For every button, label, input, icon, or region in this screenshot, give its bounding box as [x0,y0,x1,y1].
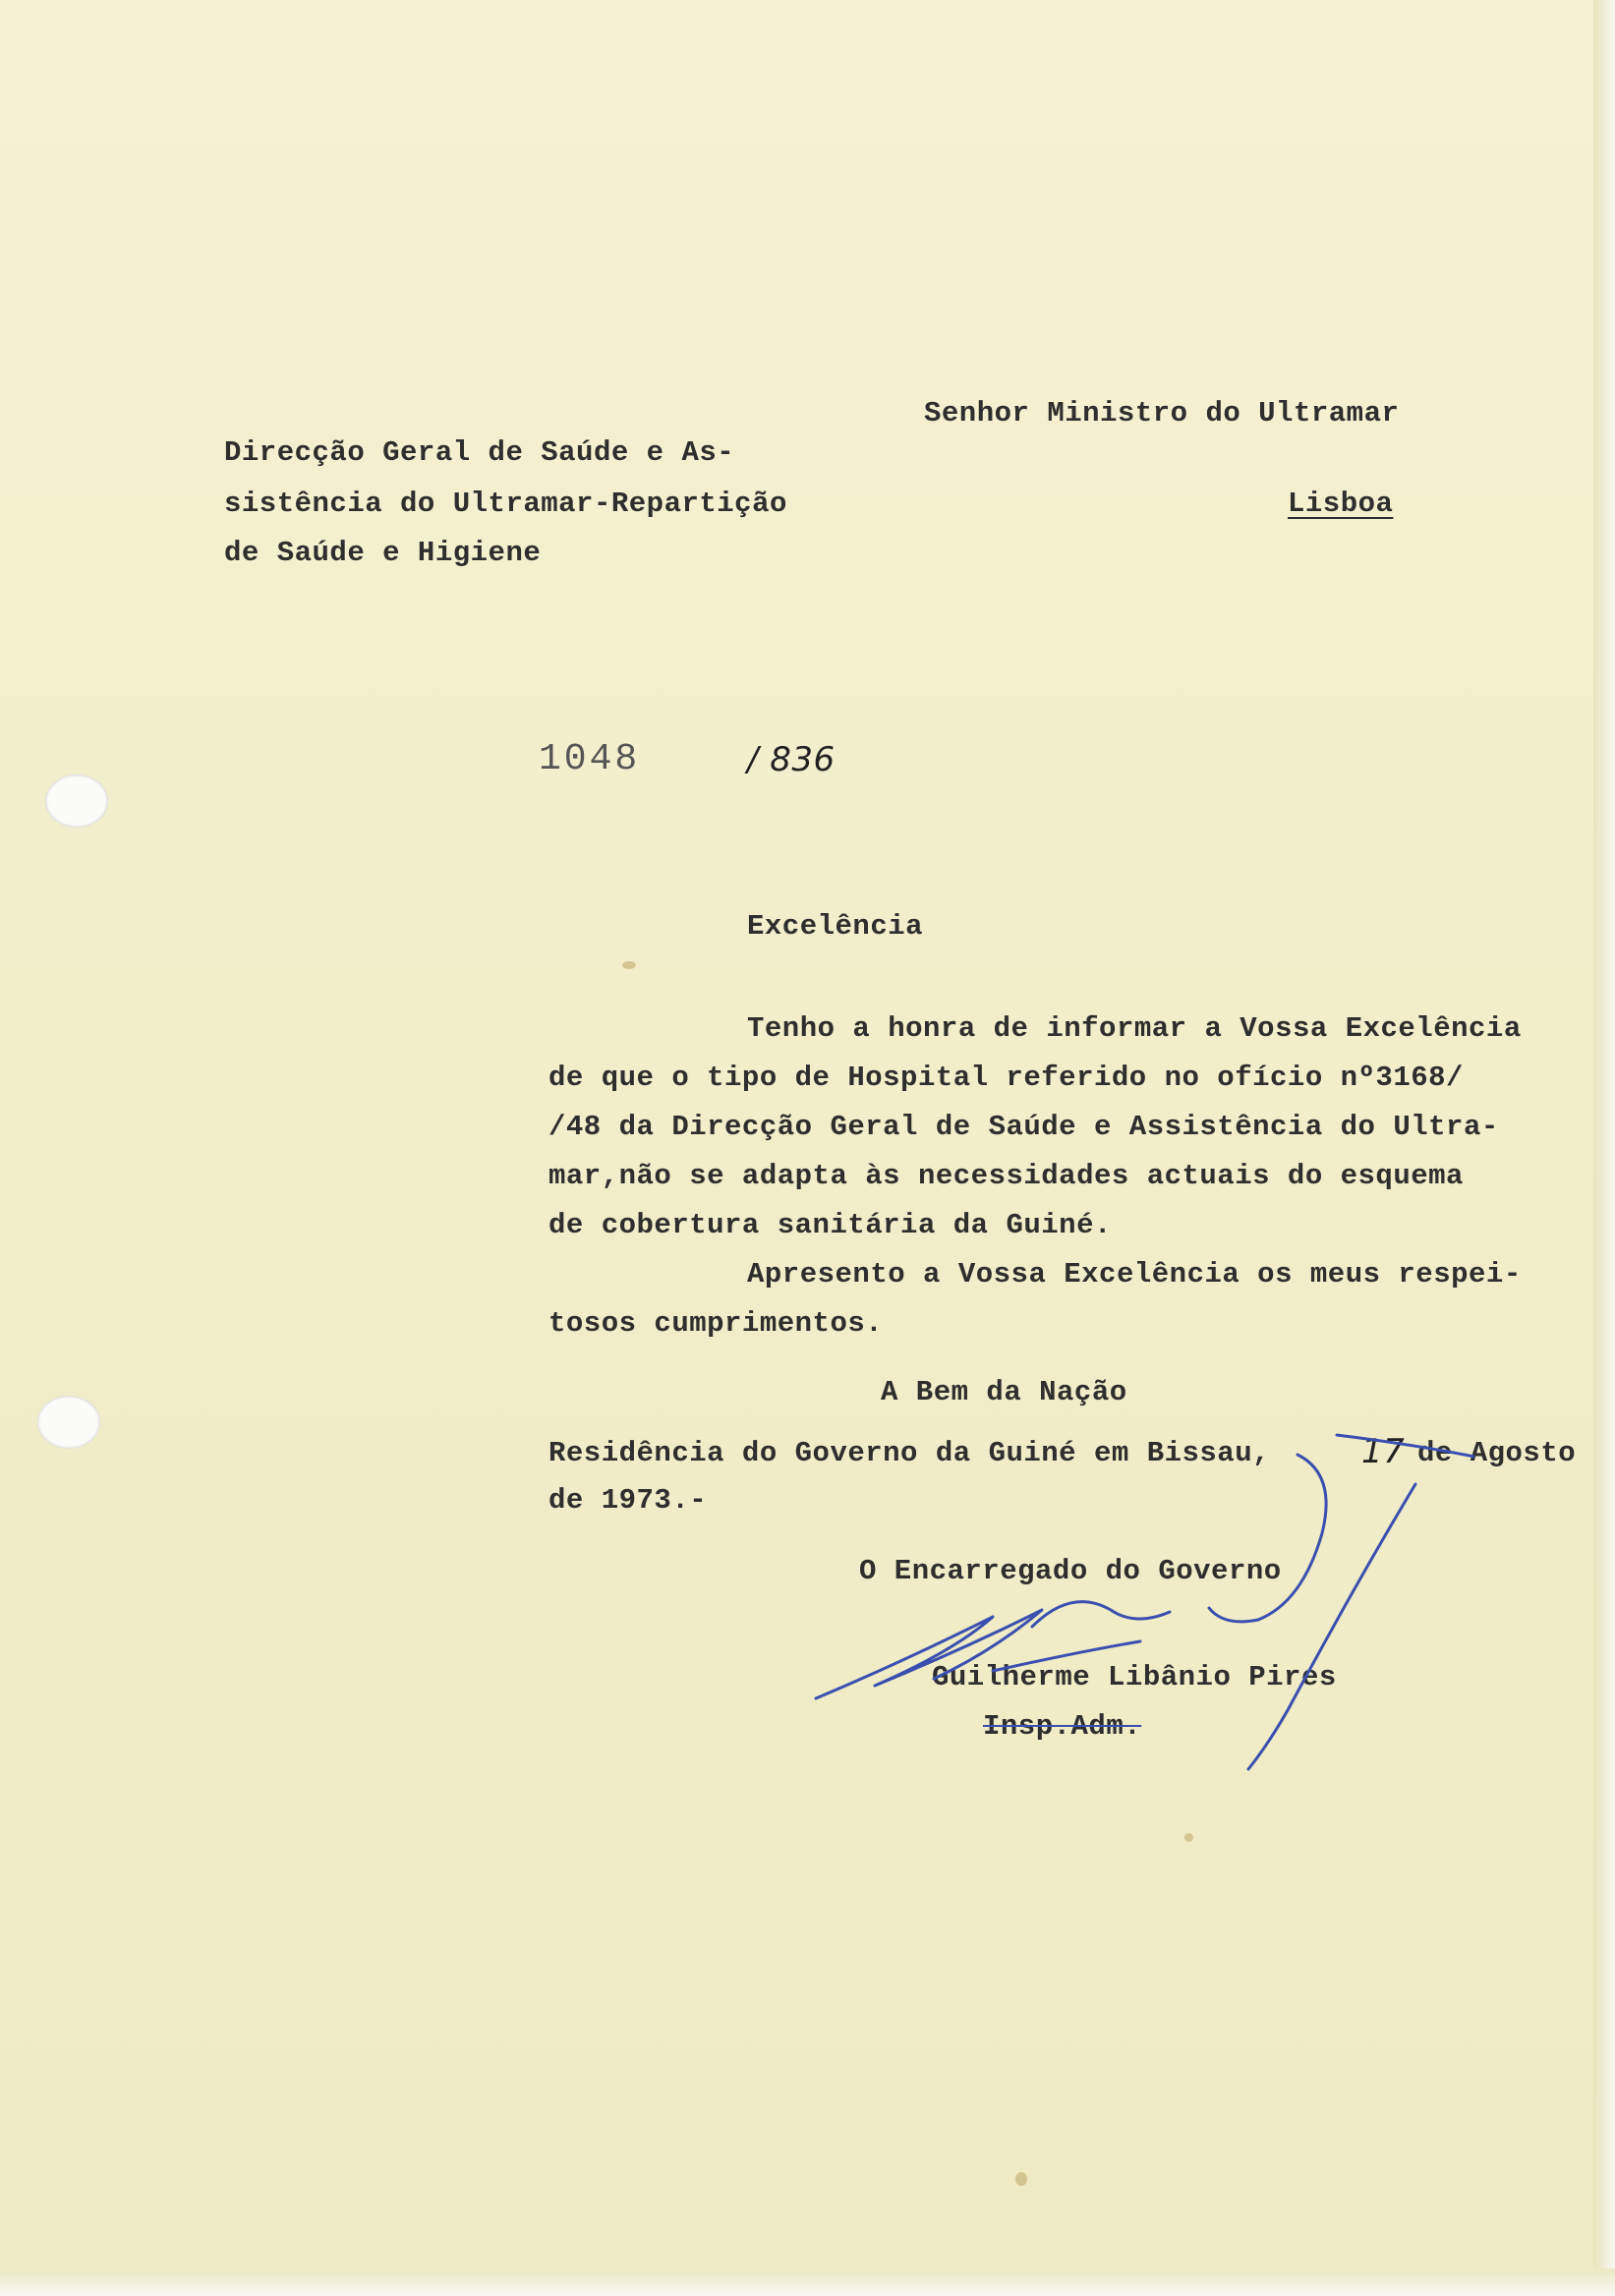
signature-stroke [1209,1455,1326,1622]
closing-month: de Agosto [1417,1437,1577,1469]
paper-spot [1184,1833,1193,1842]
stamp-number: 1048 [539,738,641,780]
handwritten-number: / 836 [747,740,836,779]
signature-stroke [1248,1484,1415,1769]
body-line: tosos cumprimentos. [548,1307,884,1340]
body-line: Tenho a honra de informar a Vossa Excelência [747,1012,1522,1045]
paper-spot [1015,2172,1027,2186]
signature-title: Insp.Adm. [983,1710,1142,1743]
signature-stroke [993,1641,1140,1671]
handwritten-signature [786,1415,1474,1789]
signature-name: Guilherme Libânio Pires [932,1661,1337,1693]
closing-motto: A Bem da Nação [881,1376,1127,1408]
sender-line: sistência do Ultramar-Repartição [224,488,787,520]
body-line: de cobertura sanitária da Guiné. [548,1209,1112,1241]
paper-edge-bottom [0,2268,1615,2296]
body-line: Apresento a Vossa Excelência os meus respei- [747,1258,1522,1291]
signature-stroke [816,1610,1042,1698]
salutation: Excelência [747,910,924,943]
sender-line: de Saúde e Higiene [224,537,542,569]
punch-hole-top [45,775,108,828]
sender-line: Direcção Geral de Saúde e As- [224,436,735,469]
body-line: de que o tipo de Hospital referido no ofício nº3168/ [548,1062,1464,1094]
paper-spot [622,961,636,969]
punch-hole-bottom [37,1396,100,1449]
addressee-city: Lisboa [1288,488,1394,520]
addressee-line: Senhor Ministro do Ultramar [924,397,1400,430]
signature-role: O Encarregado do Governo [859,1555,1282,1587]
body-line: /48 da Direcção Geral de Saúde e Assistência do Ultra- [548,1111,1499,1143]
signature-stroke [1032,1602,1170,1627]
paper-edge-right [1593,0,1615,2296]
handwritten-day: 17 [1361,1432,1406,1471]
closing-place: Residência do Governo da Guiné em Bissau, [548,1437,1271,1469]
closing-date-year: de 1973.- [548,1484,708,1517]
body-line: mar,não se adapta às necessidades actuais do esquema [548,1160,1464,1192]
signature-stroke [1337,1435,1474,1457]
